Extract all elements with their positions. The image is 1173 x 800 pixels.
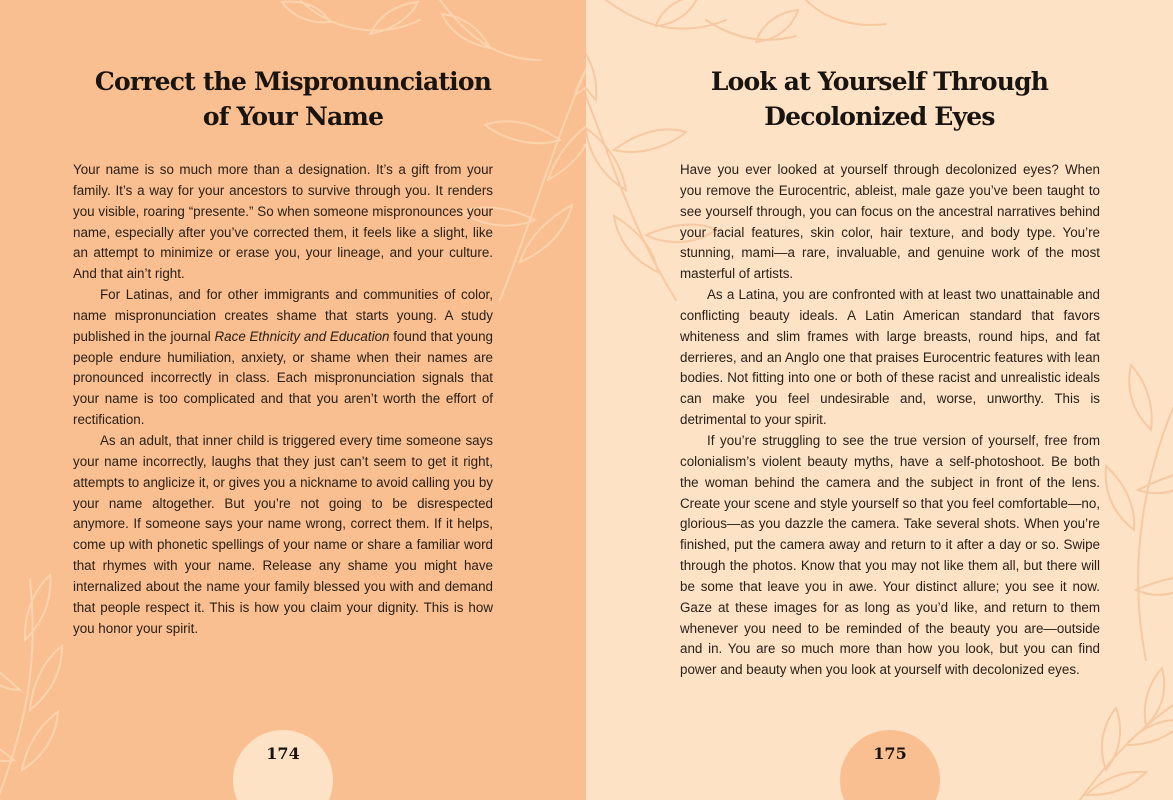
title-line: of Your Name: [202, 102, 384, 131]
title-line: Look at Yourself Through: [710, 67, 1049, 96]
title-line: Correct the Mispronunciation: [94, 67, 492, 96]
page-title: [586, 64, 1173, 134]
paragraph: [73, 285, 493, 431]
left-page: [0, 0, 586, 800]
paragraph: Your name is so much more than a designation. It’s a gift from your family. It’s a way for your ancestors to survive through you. It renders you visible, roaring “presente.” So when someone mispronounces your name, especially after you’ve corrected them, it feels like a slight, like an attempt to minimize or erase you, your lineage, and your culture. And that ain’t right.: [73, 162, 493, 282]
paragraph: As an adult, that inner child is triggered every time someone says your name incorrectly, laughs that they just can’t seem to get it right, attempts to anglicize it, or gives you a nickname to avoid calling you by your name altogether. But you’re not going to be disrespected anymore. If someone says your name wrong, correct them. If it helps, come up with phonetic spellings of your name or share a familiar word that rhymes with your name. Release any shame you might have internalized about the name your family blessed you with and demand that people respect it. This is how you claim your dignity. This is how you honor your spirit.: [73, 432, 493, 636]
journal-title: Race Ethnicity and Education: [214, 328, 390, 344]
page-title: [0, 64, 586, 134]
title-line: Decolonized Eyes: [764, 102, 995, 131]
paragraph: Have you ever looked at yourself through decolonized eyes? When you remove the Eurocentric, ableist, male gaze you’ve been taught to see yourself through, you can focus on the ancestral narratives behind your facial features, skin color, hair texture, and body type. You’re stunning, mami—a rare, invaluable, and genuine work of the most masterful of artists.: [680, 162, 1100, 282]
body-text: [680, 160, 1100, 681]
page-number: 174: [266, 744, 300, 763]
page-number-badge: [840, 730, 940, 800]
body-text: [73, 160, 493, 639]
paragraph: If you’re struggling to see the true version of yourself, free from colonialism’s violent beauty myths, have a self-photoshoot. Be both the woman behind the camera and the subject in front of the lens. Create your scene and style yourself so that you feel comfortable—no, glorious—as you dazzle the camera. Take several shots. When you’re finished, put the camera away and return to it after a day or so. Swipe through the photos. Know that you may not like them all, but there will be some that leave you in awe. Your distinct allure; you see it now. Gaze at these images for as long as you’d like, and return to them whenever you need to be reminded of the beauty you are—outside and in. You are so much more than how you look, but you can find power and beauty when you look at yourself with decolonized eyes.: [680, 432, 1100, 678]
paragraph: As a Latina, you are confronted with at least two unattainable and conflicting beauty ideals. A Latin American standard that favors whiteness and slim frames with large breasts, round hips, and fat derrieres, and an Anglo one that praises Eurocentric features with lean bodies. Not fitting into one or both of these racist and unrealistic ideals can make you feel undesirable and, worse, unworthy. This is detrimental to your spirit.: [680, 287, 1100, 428]
page-number: 175: [873, 744, 907, 763]
right-page: [586, 0, 1173, 800]
paragraph-text: For Latinas, and for other immigrants and communities of color, name mispronunciation creates shame that starts young. A study published in the journal: [73, 287, 493, 344]
paragraph-text: found that young people endure humiliation, anxiety, or shame when their names are pronounced incorrectly in class. Each mispronunciation signals that your name is too complicated and that you aren’t worth the effort of rectification.: [73, 328, 493, 428]
page-number-badge: [233, 730, 333, 800]
